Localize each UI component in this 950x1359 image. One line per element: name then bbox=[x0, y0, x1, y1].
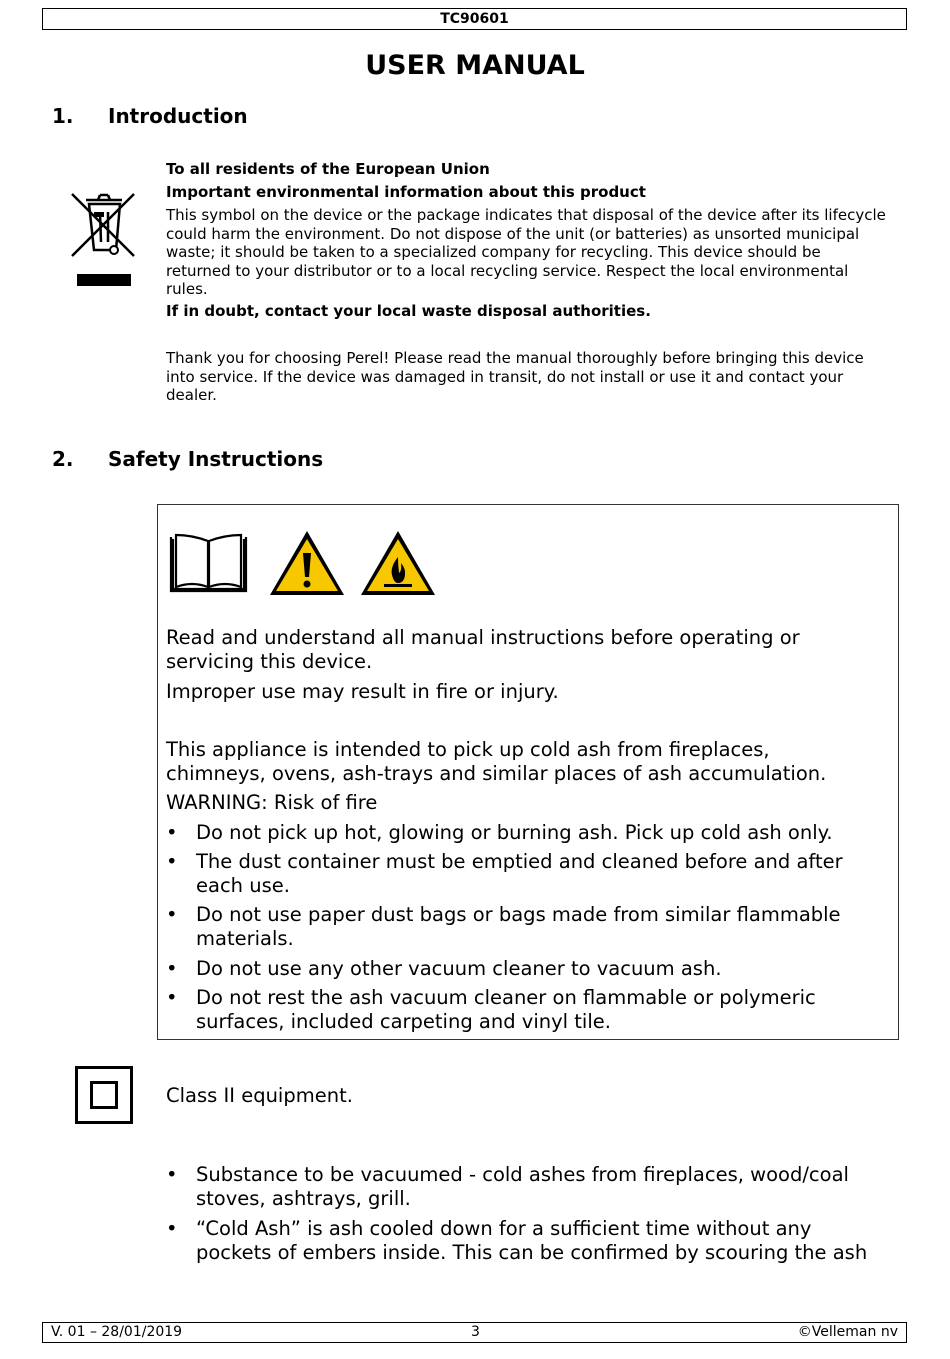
header-model: TC90601 bbox=[440, 11, 509, 27]
text-line: stoves, ashtrays, grill. bbox=[196, 1187, 411, 1210]
text-line: materials. bbox=[196, 927, 294, 950]
text-line: surfaces, included carpeting and vinyl tile. bbox=[196, 1010, 611, 1033]
manual-book-icon bbox=[171, 535, 246, 591]
list-item-text bbox=[196, 850, 886, 898]
bullet-symbol: • bbox=[166, 957, 178, 980]
document-title: USER MANUAL bbox=[365, 50, 585, 81]
improper-use-line: Improper use may result in fire or injury. bbox=[166, 680, 559, 703]
text-line: servicing this device. bbox=[166, 650, 373, 673]
class-ii-inner-square bbox=[90, 1081, 118, 1109]
class-ii-double-square-icon bbox=[75, 1066, 133, 1124]
text-line: waste; it should be taken to a specialized company for recycling. This device should be bbox=[166, 243, 821, 261]
appliance-purpose-paragraph bbox=[166, 738, 886, 786]
footer-page-number: 3 bbox=[471, 1324, 480, 1340]
text-line: into service. If the device was damaged in transit, do not install or use it and contact your bbox=[166, 367, 844, 386]
section-number: 1. bbox=[52, 104, 74, 128]
bullet-symbol: • bbox=[166, 1217, 178, 1240]
text-line: rules. bbox=[166, 280, 208, 298]
text-line: This symbol on the device or the package indicates that disposal of the device after its lifecycle bbox=[166, 206, 886, 224]
env-info-paragraph bbox=[166, 206, 896, 299]
list-item-text bbox=[196, 986, 886, 1034]
text-line: Substance to be vacuumed - cold ashes from fireplaces, wood/coal bbox=[196, 1163, 849, 1186]
list-item-text bbox=[196, 821, 886, 845]
list-item-text bbox=[196, 1217, 886, 1265]
header-model-box bbox=[42, 8, 907, 30]
page-footer bbox=[42, 1322, 907, 1343]
text-line: could harm the environment. Do not dispose of the unit (or batteries) as unsorted municipal bbox=[166, 224, 860, 243]
text-line: “Cold Ash” is ash cooled down for a sufficient time without any bbox=[196, 1217, 812, 1240]
bullet-symbol: • bbox=[166, 903, 178, 926]
bullet-symbol: • bbox=[166, 1163, 178, 1186]
bullet-symbol: • bbox=[166, 821, 178, 844]
text-line: Do not use paper dust bags or bags made from similar flammable bbox=[196, 903, 841, 926]
flammable-warning-icon bbox=[361, 531, 435, 595]
section-heading-introduction bbox=[52, 104, 452, 130]
safety-icons-row bbox=[168, 527, 438, 599]
bullet-symbol: • bbox=[166, 850, 178, 873]
section-heading-safety bbox=[52, 447, 452, 473]
read-manual-paragraph bbox=[166, 626, 886, 674]
text-line: chimneys, ovens, ash-trays and similar places of ash accumulation. bbox=[166, 762, 827, 785]
text-line: Thank you for choosing Perel! Please read the manual thoroughly before bringing this device bbox=[166, 349, 864, 367]
eu-residents-line: To all residents of the European Union bbox=[166, 160, 490, 178]
warning-exclamation-icon bbox=[270, 531, 344, 595]
list-item-text bbox=[196, 1163, 886, 1211]
disposal-doubt-line: If in doubt, contact your local waste disposal authorities. bbox=[166, 302, 651, 320]
list-item-text bbox=[196, 903, 886, 951]
text-line: Do not use any other vacuum cleaner to vacuum ash. bbox=[196, 957, 722, 980]
section-title: Safety Instructions bbox=[108, 447, 324, 471]
fire-warning-line: WARNING: Risk of fire bbox=[166, 791, 378, 814]
text-line: Read and understand all manual instructions before operating or bbox=[166, 626, 800, 649]
text-line: returned to your distributor or to a local recycling service. Respect the local environmental bbox=[166, 261, 849, 280]
footer-copyright: ©Velleman nv bbox=[797, 1324, 898, 1340]
env-info-heading: Important environmental information about this product bbox=[166, 183, 646, 201]
text-line: The dust container must be emptied and cleaned before and after bbox=[196, 850, 843, 873]
text-line: pockets of embers inside. This can be confirmed by scouring the ash bbox=[196, 1241, 868, 1264]
weee-crossed-bin-icon bbox=[70, 190, 136, 288]
list-item-text bbox=[196, 957, 886, 981]
footer-version: V. 01 – 28/01/2019 bbox=[51, 1324, 183, 1340]
bullet-symbol: • bbox=[166, 986, 178, 1009]
text-line: This appliance is intended to pick up cold ash from fireplaces, bbox=[166, 738, 770, 761]
text-line: Do not pick up hot, glowing or burning ash. Pick up cold ash only. bbox=[196, 821, 833, 844]
text-line: each use. bbox=[196, 874, 290, 897]
class-ii-label: Class II equipment. bbox=[166, 1084, 353, 1107]
section-title: Introduction bbox=[108, 104, 248, 128]
text-line: Do not rest the ash vacuum cleaner on flammable or polymeric bbox=[196, 986, 816, 1009]
section-number: 2. bbox=[52, 447, 74, 471]
text-line: dealer. bbox=[166, 386, 217, 404]
thanks-paragraph bbox=[166, 349, 896, 405]
